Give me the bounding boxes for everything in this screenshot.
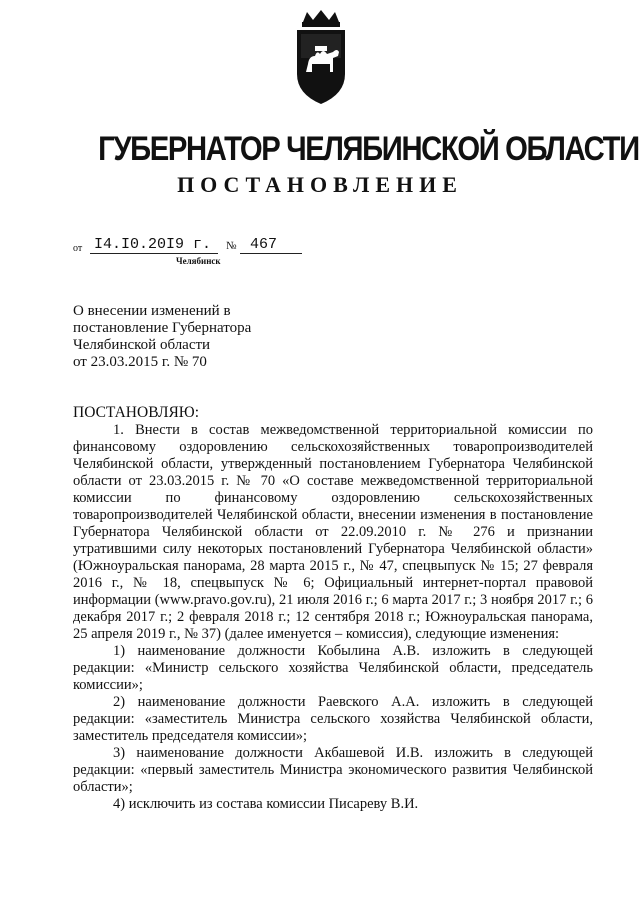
document-type-title: ПОСТАНОВЛЕНИЕ [177, 172, 463, 197]
body-paragraph: 1) наименование должности Кобылина А.В. изложить в следующей редакции: «Министр сельского хозяйства Челябинской области, председатель комиссии»; [73, 643, 593, 693]
number-underline [240, 253, 302, 254]
body-paragraph: 4) исключить из состава комиссии Писареву В.И. [113, 796, 419, 812]
decree-heading: ПОСТАНОВЛЯЮ: [73, 404, 200, 421]
body-paragraph: 2) наименование должности Раевского А.А. изложить в следующей редакции: «заместитель Министра сельского хозяйства Челябинской области, заместитель председателя комиссии»; [73, 694, 593, 744]
subject-line: постановление Губернатора [73, 320, 252, 336]
document-body [73, 422, 593, 813]
body-paragraph: 1. Внести в состав межведомственной территориальной комиссии по финансовому оздоровлению сельскохозяйственных товаропроизводителей Челябинской области, утвержденный постановлением Губернатора Челябинской области от 23.03.2015 г. № 70 «О составе межведомственной территориальной комиссии по финансовому оздоровлению сельскохозяйственных товаропроизводителей Челябинской области, внесении изменения в постановление Губернатора Челябинской области от 22.09.2010 г. № 276 и признании утратившими силу некоторых постановлений Губернатора Челябинской области» (Южноуральская панорама, 28 марта 2015 г., № 47, спецвыпуск № 15; 27 февраля 2016 г., № 18, спецвыпуск № 6; Официальный интернет-портал правовой информации (www.pravo.gov.ru), 21 июля 2016 г.; 6 марта 2017 г.; 3 ноября 2017 г.; 6 декабря 2017 г.; 2 февраля 2018 г.; 12 сентября 2018 г.; Южноуральская панорама, 25 апреля 2019 г., № 37) (далее именуется – комиссия), следующие изменения: [73, 422, 593, 642]
document-number: 467 [250, 236, 278, 253]
date-underline [90, 253, 218, 254]
body-paragraph: 3) наименование должности Акбашевой И.В. изложить в следующей редакции: «первый заместитель Министра экономического развития Челябинской области»; [73, 745, 593, 795]
subject-line: О внесении изменений в [73, 303, 231, 319]
city-name: Челябинск [176, 256, 221, 266]
subject-line: от 23.03.2015 г. № 70 [73, 354, 207, 370]
document-date: I4.I0.20I9 г. [94, 236, 212, 253]
governor-title: ГУБЕРНАТОР ЧЕЛЯБИНСКОЙ ОБЛАСТИ [98, 130, 639, 168]
document-subject [73, 303, 253, 371]
number-label: № [226, 240, 237, 252]
coat-of-arms-emblem [289, 8, 353, 108]
from-label: от [73, 243, 83, 254]
subject-line: Челябинской области [73, 337, 211, 353]
